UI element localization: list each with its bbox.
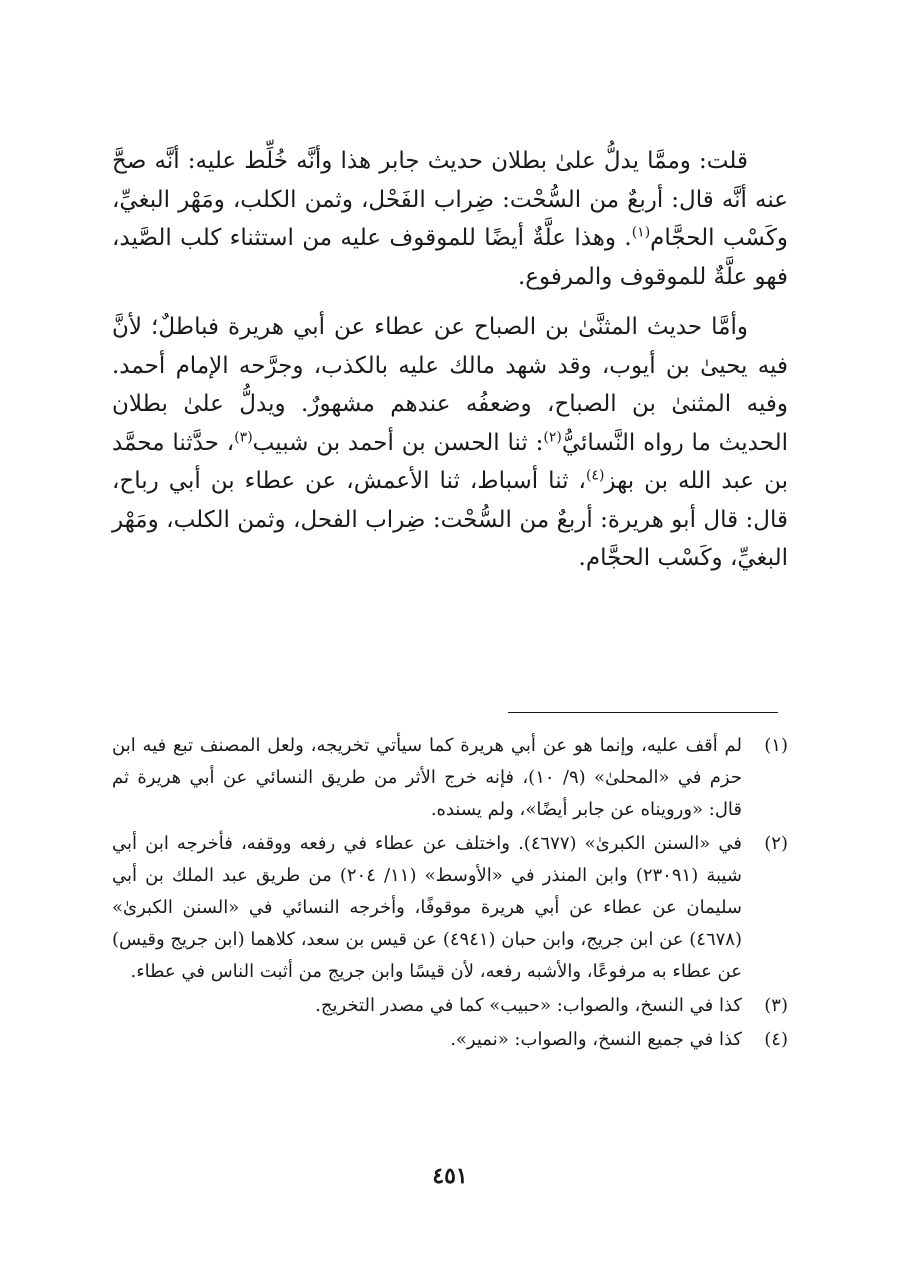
footnote-1-number: (١) bbox=[764, 735, 788, 756]
footnote-2 bbox=[112, 828, 788, 988]
footnote-ref-4[interactable]: (٤) bbox=[585, 467, 605, 484]
paragraph-2-text-a: وأمَّا حديث المثنَّىٰ بن الصباح عن عطاء عن أبي هريرة فباطلٌ؛ لأنَّ فيه يحيىٰ بن أيوب، وقد شهد مالك عليه بالكذب، وجرَّحه الإمام أحمد. وفيه المثنىٰ بن الصباح، وضعفُه عندهم مشهورٌ. ويدلُّ علىٰ بطلان الحديث ما رواه النَّسائيُّ bbox=[112, 314, 788, 456]
footnote-4 bbox=[112, 1024, 788, 1056]
paragraph-1-text-b: . وهذا علَّةٌ أيضًا للموقوف عليه من استثناء كلب الصَّيد، فهو علَّةٌ للموقوف والمرفوع. bbox=[112, 225, 788, 290]
page-number: ٤٥١ bbox=[432, 1163, 468, 1189]
footnote-2-text: في «السنن الكبرىٰ» (٤٦٧٧). واختلف عن عطاء في رفعه ووقفه، فأخرجه ابن أبي شيبة (٢٣٠٩١) وابن المنذر في «الأوسط» (١١/ ٢٠٤) من طريق عبد الملك بن أبي سليمان عن عطاء عن أبي هريرة موقوفًا، وأخرجه النسائي في «السنن الكبرىٰ» (٤٦٧٨) عن ابن جريج، وابن حبان (٤٩٤١) عن قيس بن سعد، كلاهما (ابن جريج وقيس) عن عطاء به مرفوعًا، والأشبه رفعه، لأن قيسًا وابن جريج من أثبت الناس في عطاء. bbox=[112, 833, 742, 982]
paragraph-1 bbox=[112, 142, 788, 296]
footnote-3-number: (٣) bbox=[764, 995, 788, 1016]
footnote-ref-2[interactable]: (٢) bbox=[543, 428, 562, 445]
paragraph-1-text-a: قلت: وممَّا يدلُّ علىٰ بطلان حديث جابر هذا وأنَّه خُلِّط عليه: أنَّه صحَّ عنه أنَّه قال: أربعٌ من السُّحْت: ضِراب الفَحْل، وثمن الكلب، ومَهْر البغيِّ، وكَسْب الحجَّام bbox=[112, 148, 788, 251]
footnotes-section bbox=[112, 730, 788, 1058]
paragraph-2-text-d: ، ثنا أسباط، ثنا الأعمش، عن عطاء بن أبي رباح، قال: قال أبو هريرة: أربعٌ من السُّحْت: ضِراب الفحل، وثمن الكلب، ومَهْر البغيِّ، وكَسْب الحجَّام. bbox=[112, 468, 788, 571]
footnote-ref-1[interactable]: (١) bbox=[631, 224, 651, 241]
footnote-1-text: لم أقف عليه، وإنما هو عن أبي هريرة كما سيأتي تخريجه، ولعل المصنف تبع فيه ابن حزم في «المحلىٰ» (٩/ ١٠)، فإنه خرج الأثر من طريق النسائي عن أبي هريرة ثم قال: «ورويناه عن جابر أيضًا»، ولم يسنده. bbox=[112, 735, 742, 820]
footnote-divider bbox=[508, 712, 778, 713]
paragraph-2-text-b: : ثنا الحسن بن أحمد بن شبيب bbox=[252, 429, 544, 456]
footnote-3-text: كذا في النسخ، والصواب: «حبيب» كما في مصدر التخريج. bbox=[315, 995, 742, 1016]
footnote-2-number: (٢) bbox=[764, 833, 788, 854]
paragraph-2 bbox=[112, 308, 788, 578]
footnote-ref-3[interactable]: (٣) bbox=[234, 428, 253, 445]
footnote-1 bbox=[112, 730, 788, 826]
footnote-3 bbox=[112, 990, 788, 1022]
paragraph-2-text-c: ، حدَّثنا محمَّد بن عبد الله بن بهز bbox=[112, 429, 788, 494]
main-text bbox=[112, 142, 788, 590]
footnote-4-number: (٤) bbox=[764, 1029, 788, 1050]
footnote-4-text: كذا في جميع النسخ، والصواب: «نمير». bbox=[450, 1029, 742, 1050]
